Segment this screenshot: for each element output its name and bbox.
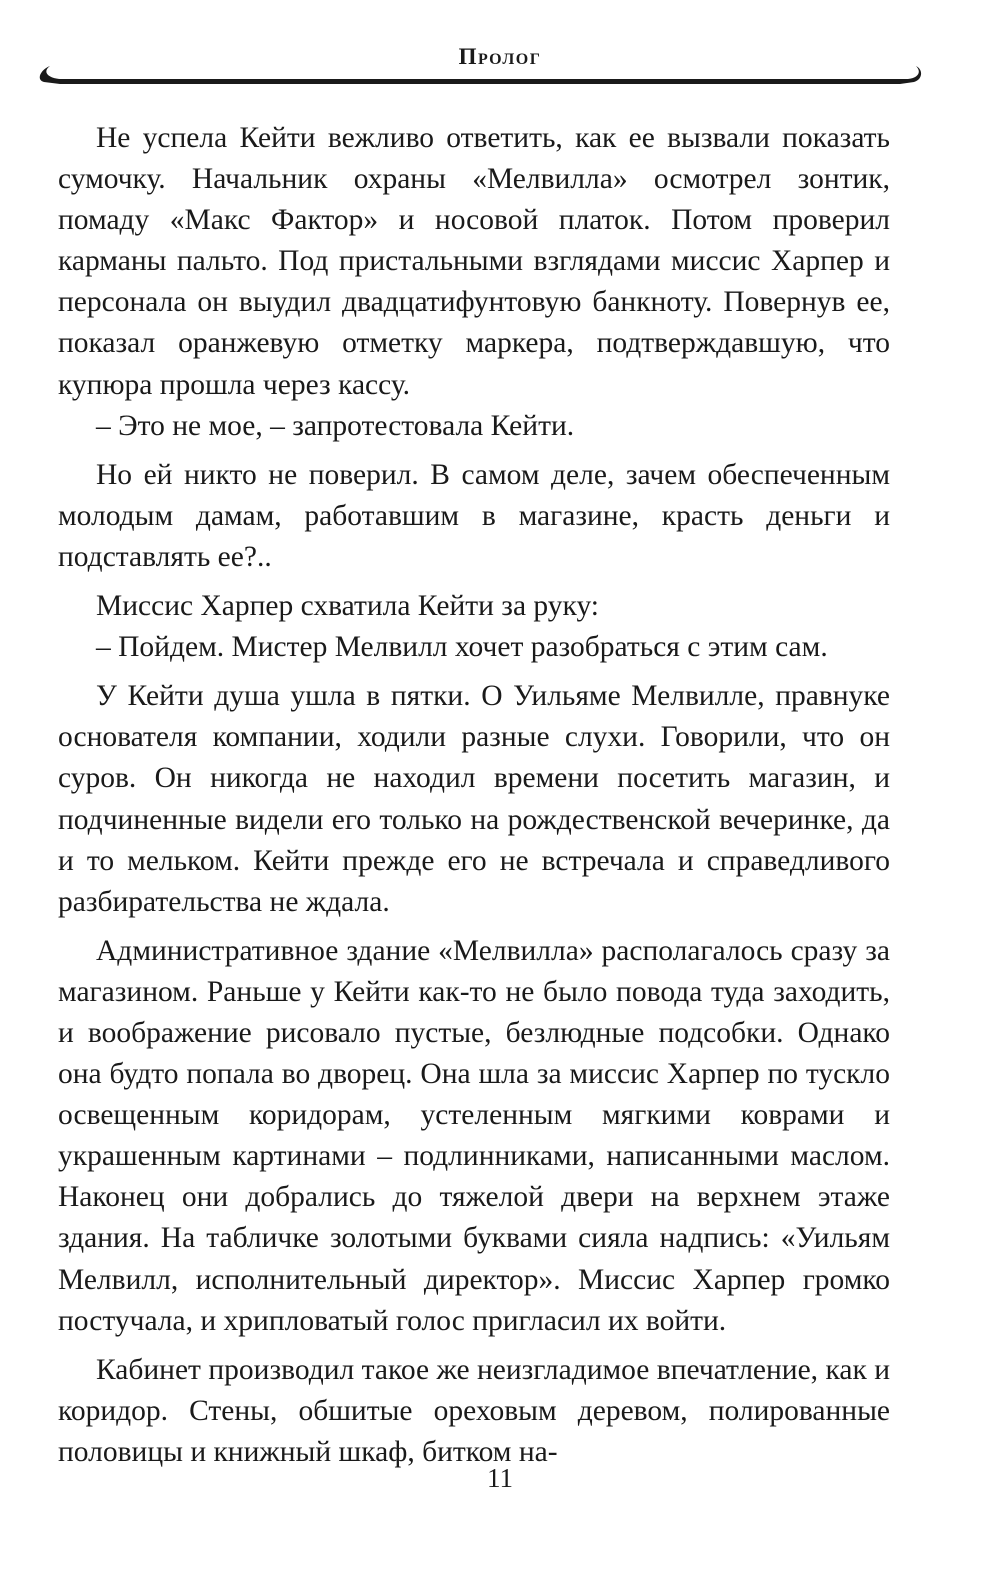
running-head: Пролог <box>458 44 542 69</box>
paragraph: Не успела Кейти вежливо ответить, как ее вызвали показать сумочку. Начальник охраны «Мелвилла» осмотрел зонтик, помаду «Макс Фактор» и носовой платок. Потом проверил карманы пальто. Под пристальными взглядами миссис Харпер и персонала он выудил двадцатифунтовую банкноту. Повернув ее, показал оранжевую отметку маркера, подтверждавшую, что купюра прошла через кассу. <box>58 122 890 401</box>
paragraph: Административное здание «Мелвилла» располагалось сразу за магазином. Раньше у Кейти как-то не было повода туда заходить, и воображение рисовало пустые, безлюдные подсобки. Однако она будто попала во дворец. Она шла за миссис Харпер по тускло освещенным коридорам, устеленным мягкими коврами и украшенным картинами – подлинниками, написанными маслом. Наконец они добрались до тяжелой двери на верхнем этаже здания. На табличке золотыми буквами сияла надпись: «Уильям Мелвилл, исполнительный директор». Миссис Харпер громко постучала, и хрипловатый голос пригласил их войти. <box>58 934 890 1337</box>
header-rule <box>30 58 930 98</box>
paragraph: Но ей никто не поверил. В самом деле, зачем обеспеченным молодым дамам, работавшим в магазине, красть деньги и подставлять ее?.. <box>58 458 890 573</box>
paragraph: – Пойдем. Мистер Мелвилл хочет разобраться с этим сам. <box>96 631 828 664</box>
paragraph: – Это не мое, – запротестовала Кейти. <box>96 409 575 442</box>
paragraph: Кабинет производил такое же неизгладимое впечатление, как и коридор. Стены, обшитые ореховым деревом, полированные половицы и книжный шкаф, битком на- <box>58 1353 890 1468</box>
page-number: 11 <box>487 1463 513 1493</box>
paragraph: Миссис Харпер схватила Кейти за руку: <box>96 590 599 623</box>
body-text <box>58 118 890 1473</box>
paragraph: У Кейти душа ушла в пятки. О Уильяме Мелвилле, правнуке основателя компании, ходили разные слухи. Говорили, что он суров. Он никогда не находил времени посетить магазин, и подчиненные видели его только на рождественской вечеринке, да и то мельком. Кейти прежде его не встречала и справедливого разбирательства не ждала. <box>58 680 890 918</box>
